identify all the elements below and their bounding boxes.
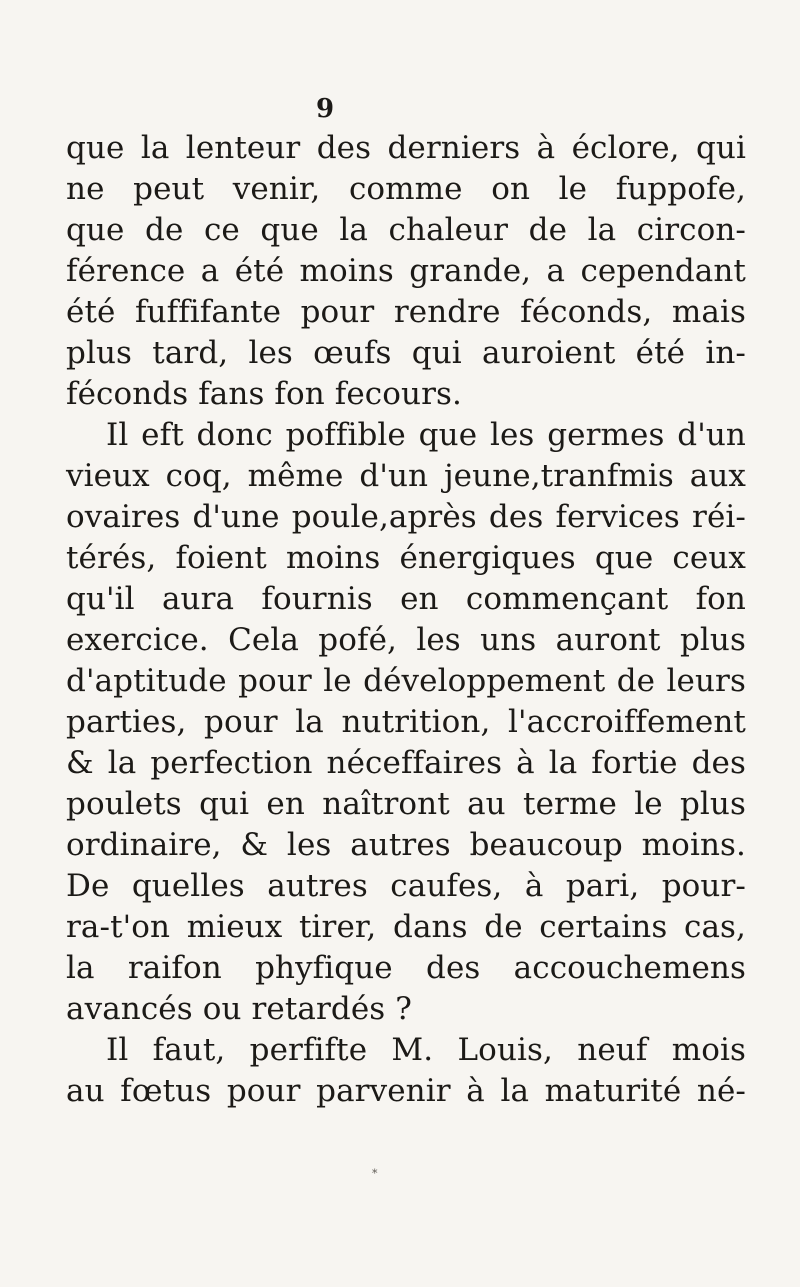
text-line: que de ce que la chaleur de la circon- [66, 212, 746, 248]
text-line: vieux coq, même d'un jeune,tranfmis aux [66, 458, 746, 494]
text-line: ordinaire, & les autres beaucoup moins. [66, 827, 746, 863]
text-line: au fœtus pour parvenir à la maturité né- [66, 1073, 746, 1109]
text-line: De quelles autres caufes, à pari, pour- [66, 868, 746, 904]
text-line: Il eft donc poffible que les germes d'un [106, 417, 746, 453]
text-line: plus tard, les œufs qui auroient été in- [66, 335, 746, 371]
text-line: poulets qui en naîtront au terme le plus [66, 786, 746, 822]
body-text [66, 128, 746, 1112]
text-line: qu'il aura fournis en commençant fon [66, 581, 746, 617]
text-line: féconds fans fon fecours. [66, 376, 462, 412]
text-line: férence a été moins grande, a cependant [66, 253, 746, 289]
text-line: ovaires d'une poule,après des fervices réi- [66, 499, 746, 535]
text-line: térés, foient moins énergiques que ceux [66, 540, 746, 576]
text-line: exercice. Cela pofé, les uns auront plus [66, 622, 746, 658]
text-line: avancés ou retardés ? [66, 991, 412, 1027]
text-line: Il faut, perfifte M. Louis, neuf mois [106, 1032, 746, 1068]
text-line: la raifon phyfique des accouchemens [66, 950, 746, 986]
text-line: parties, pour la nutrition, l'accroiffement [66, 704, 746, 740]
ink-speck: * [372, 1167, 378, 1180]
text-line: ne peut venir, comme on le fuppofe, [66, 171, 746, 207]
page-number: 9 [316, 94, 335, 124]
text-line: & la perfection néceffaires à la fortie des [66, 745, 746, 781]
text-line: que la lenteur des derniers à éclore, qui [66, 130, 746, 166]
text-line: ra-t'on mieux tirer, dans de certains cas, [66, 909, 746, 945]
text-line: été fuffifante pour rendre féconds, mais [66, 294, 746, 330]
text-line: d'aptitude pour le développement de leurs [66, 663, 746, 699]
